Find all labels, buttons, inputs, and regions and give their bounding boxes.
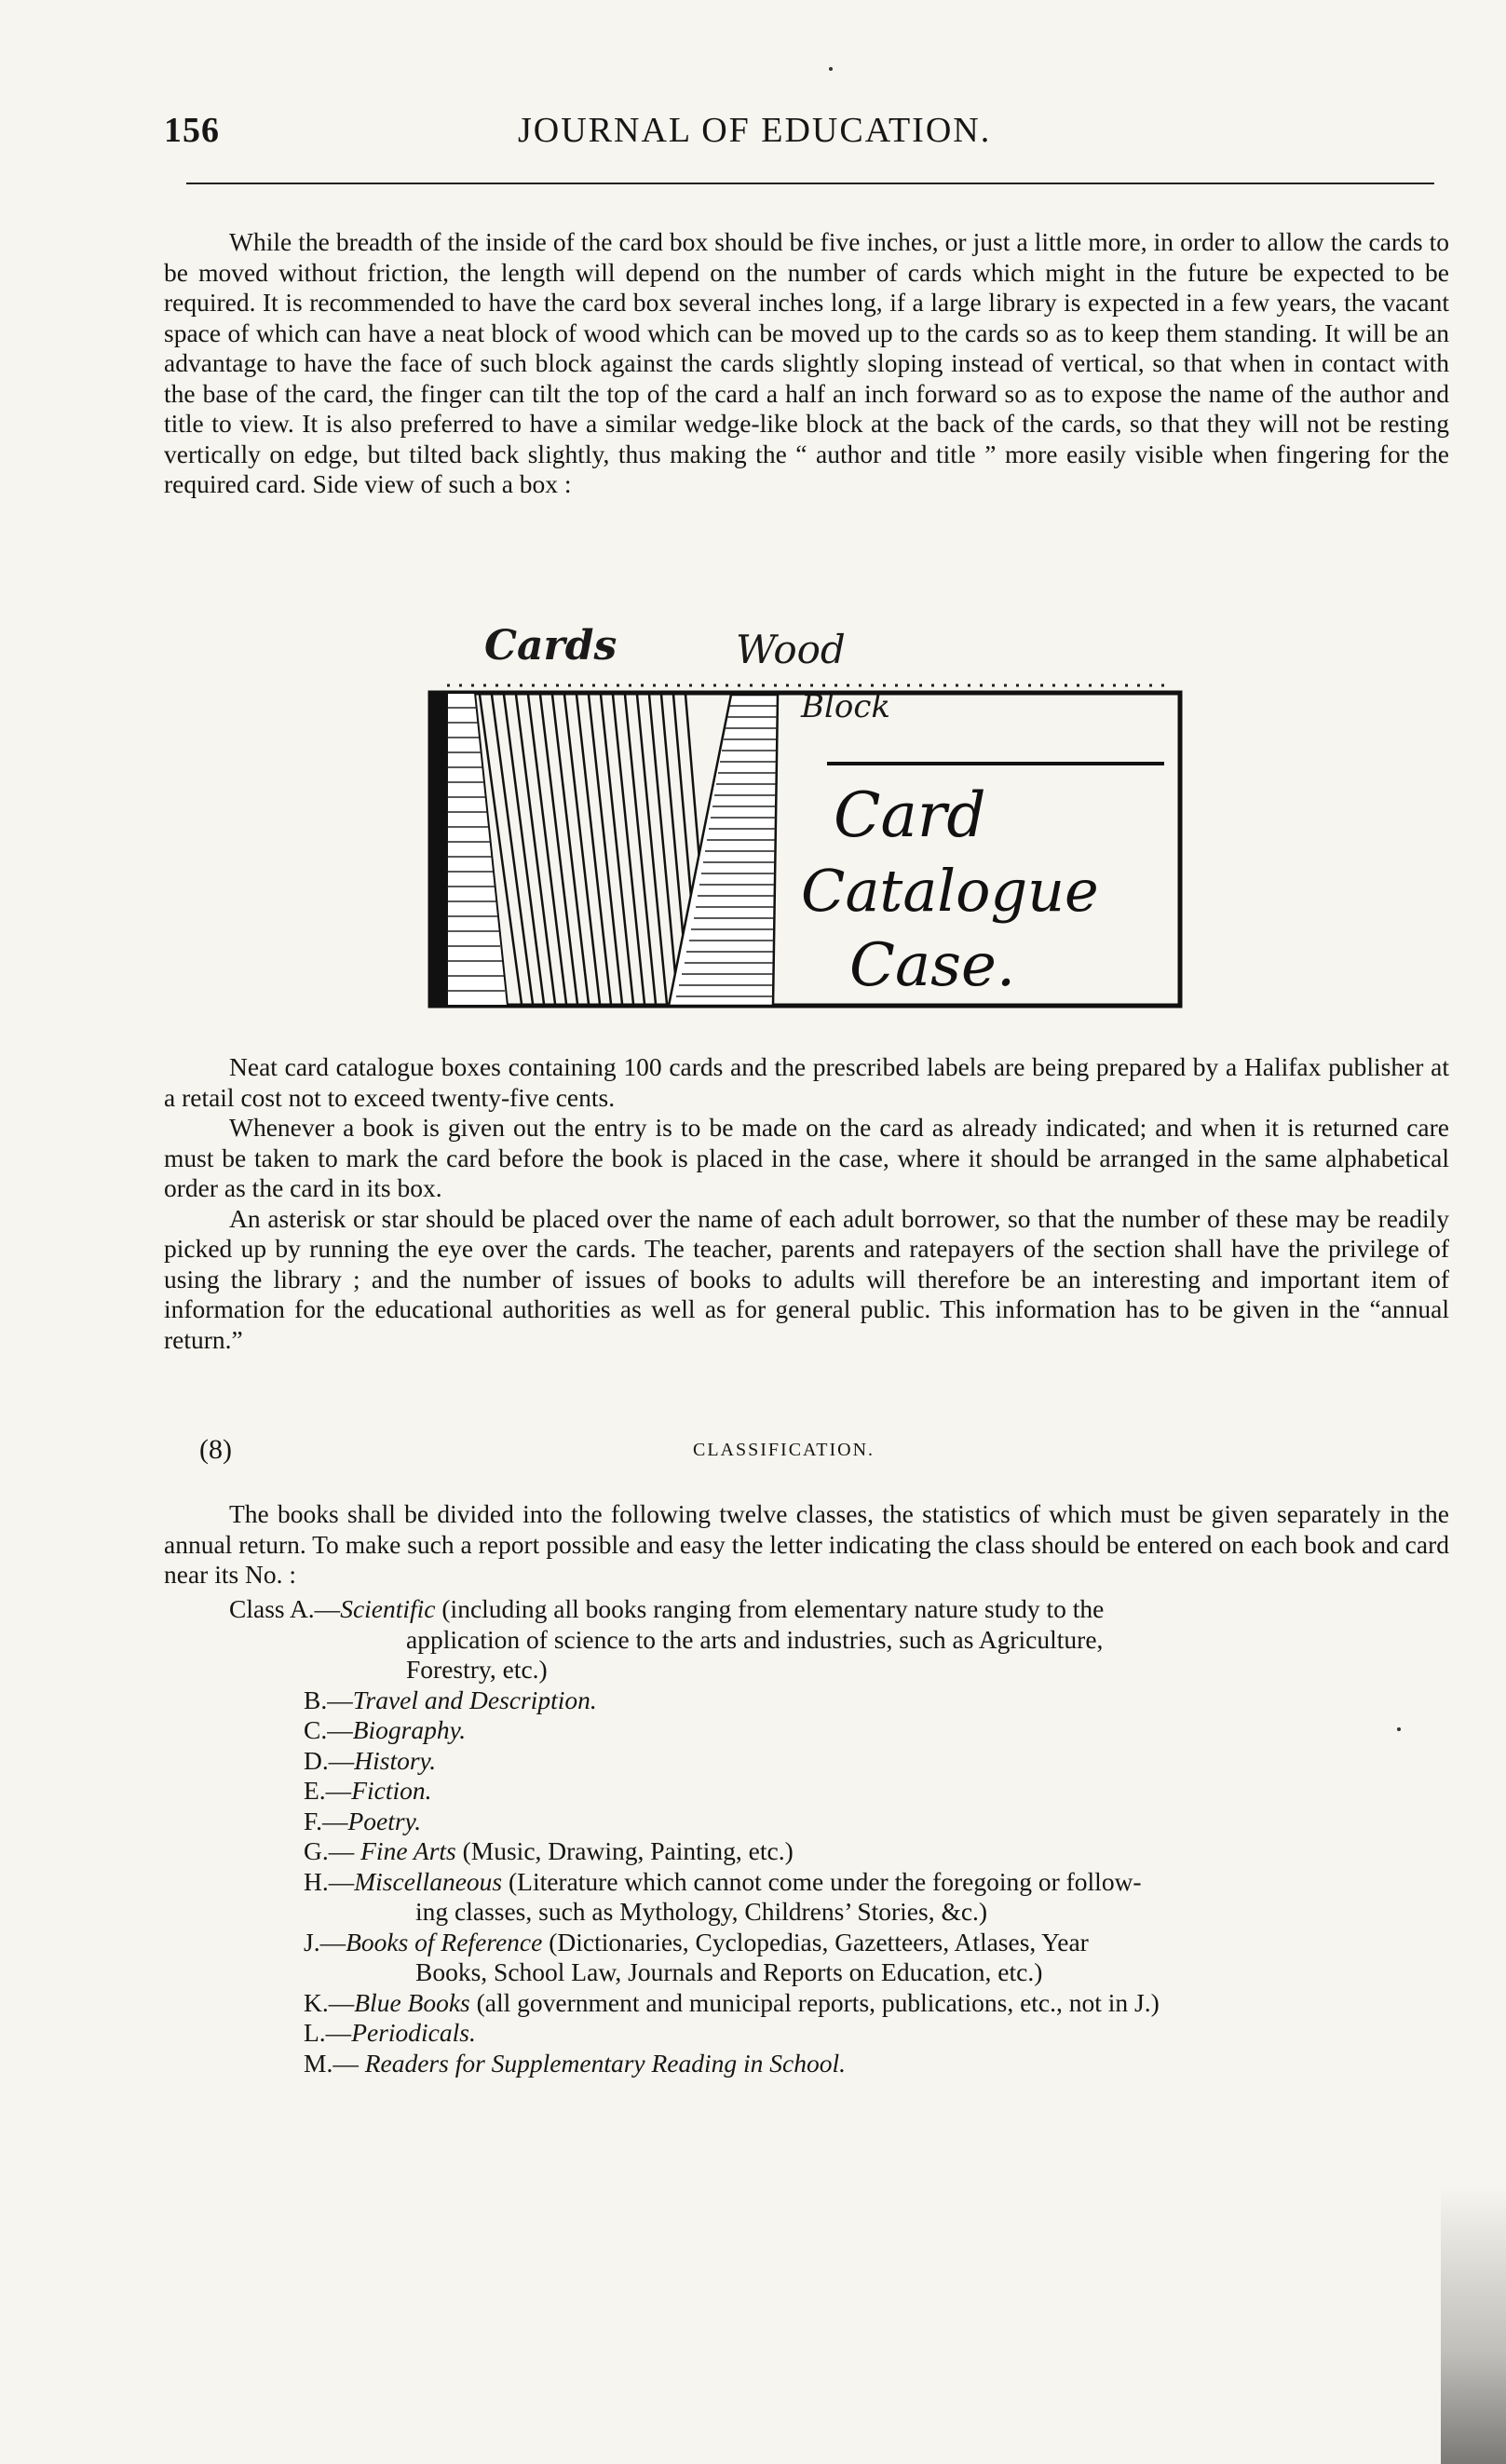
list-item [164,1867,1449,1898]
list-item [164,1776,1449,1807]
box-outline [430,693,1180,1006]
list-item [164,1746,1449,1777]
list-item-continuation: application of science to the arts and industries, such as Agriculture, [406,1624,1104,1654]
list-item-continuation [164,1957,1449,1988]
class-letter: C.— [304,1715,353,1744]
box-back-wall [430,693,447,1006]
cards-stack [480,695,712,1004]
case-label-line-2: Catalogue [801,857,1099,925]
page-number: 156 [164,111,220,150]
class-letter: G.— [304,1836,361,1865]
class-name: Miscellaneous [354,1866,503,1896]
class-name: Blue Books [354,1987,470,2017]
paragraph-text: Whenever a book is given out the entry is to be made on the card as already indicated; and when it is returned care must be taken to mark the card before the book is placed in the case, where it should be arranged in the same alphabetical order as the card in its box. [164,1113,1449,1202]
case-label-line-3: Case. [849,931,1016,1000]
paragraph-text: The books shall be divided into the following twelve classes, the statistics of which must be given separately in the annual return. To make such a report possible and easy the letter indicating the class should be entered on each book and card near its No. : [164,1499,1449,1589]
list-item [164,1836,1449,1867]
running-header [164,110,1431,166]
class-desc: (including all books ranging from elementary nature study to the [435,1594,1105,1623]
class-name: Fine Arts [360,1836,456,1865]
journal-title: JOURNAL OF EDUCATION. [518,111,992,150]
class-letter: F.— [304,1806,348,1835]
page-edge-shadow [1441,2185,1506,2464]
case-label-line-1: Card [834,779,986,851]
class-name: Fiction. [351,1776,432,1805]
list-item [164,1928,1449,1958]
label-block: Block [801,688,890,725]
paragraph-classification-intro [164,1499,1449,1591]
class-name: Books of Reference [346,1927,543,1956]
class-name: Biography. [352,1715,467,1744]
class-letter: E.— [304,1776,352,1805]
label-cards: Cards [484,622,617,670]
paragraph-text: While the breadth of the inside of the card box should be five inches, or just a little more, in order to allow the cards to be moved without friction, the length will depend on the number of cards which might in the future be expected to be required. It is recommended to have the card box several inches long, if a large library is expected in a few years, the vacant space of which can have a neat block of wood which can be moved up to the cards so as to keep them standing. It will be an advantage to have the face of such block against the cards slightly sloping instead of vertical, so that when in contact with the base of the card, the finger can tilt the top of the card a half an inch forward so as to expose the name of the author and title to view. It is also preferred to have a similar wedge-like block at the back of the cards, so that they will not be resting vertically on edge, but tilted back slightly, thus making the “ author and title ” more easily visible when fingering for the required card. Side view of such a box : [164,227,1449,498]
list-item [164,1686,1449,1716]
section-title: CLASSIFICATION. [693,1440,875,1460]
list-item [164,2049,1449,2079]
class-name: Travel and Description. [352,1685,597,1714]
class-letter: H.— [304,1866,355,1896]
class-desc: (Music, Drawing, Painting, etc.) [455,1836,794,1865]
class-letter: J.— [304,1927,346,1956]
card-catalogue-case-figure [419,615,1192,1015]
list-item-continuation [164,1897,1449,1928]
paragraph-usage [164,1052,1449,1355]
scan-speck [829,67,833,71]
scan-speck [1397,1727,1401,1731]
list-item [164,1594,1449,1625]
list-item [164,1807,1449,1837]
class-name: Readers for Supplementary Reading in School. [364,2048,846,2078]
class-name: Periodicals. [351,2018,476,2047]
section-number: (8) [199,1434,232,1465]
class-letter: D.— [304,1745,355,1775]
header-rule [186,183,1434,184]
class-desc: ing classes, such as Mythology, Childrens’ Stories, &c.) [415,1897,988,1926]
paragraph-card-box [164,227,1449,500]
list-item [164,1988,1449,2019]
class-letter: M.— [304,2048,365,2078]
figure-drawing [419,615,1192,1015]
list-item-continuation: Forestry, etc.) [406,1655,548,1684]
list-item [164,2018,1449,2049]
class-desc: (Dictionaries, Cyclopedias, Gazetteers, Atlases, Year [542,1927,1089,1956]
class-prefix: Class A.— [229,1594,341,1623]
class-desc: (all government and municipal reports, publications, etc., not in J.) [469,1987,1160,2017]
label-wood: Wood [736,627,846,672]
wood-block [669,695,778,1006]
paragraph-text: Neat card catalogue boxes containing 100 cards and the prescribed labels are being prepared by a Halifax publisher at a retail cost not to exceed twenty-five cents. [164,1052,1449,1112]
class-letter: L.— [304,2018,352,2047]
class-letter: B.— [304,1685,353,1714]
list-item [164,1715,1449,1746]
section-heading [199,1434,1410,1471]
paragraph-text: An asterisk or star should be placed over the name of each adult borrower, so that the number of these may be readily picked up by running the eye over the cards. The teacher, parents and ratepayers of the section shall have the privilege of using the library ; and the number of issues of books to adults will therefore be an interesting and important item of information for the educational authorities as well as for general public. This information has to be given in the “annual return.” [164,1203,1449,1354]
class-letter: K.— [304,1987,355,2017]
class-desc: (Literature which cannot come under the foregoing or follow- [502,1866,1142,1896]
class-desc: Books, School Law, Journals and Reports on Education, etc.) [415,1957,1043,1986]
class-name: Scientific [340,1594,436,1623]
class-list [164,1594,1449,2078]
class-name: History. [354,1745,437,1775]
class-name: Poetry. [347,1806,422,1835]
